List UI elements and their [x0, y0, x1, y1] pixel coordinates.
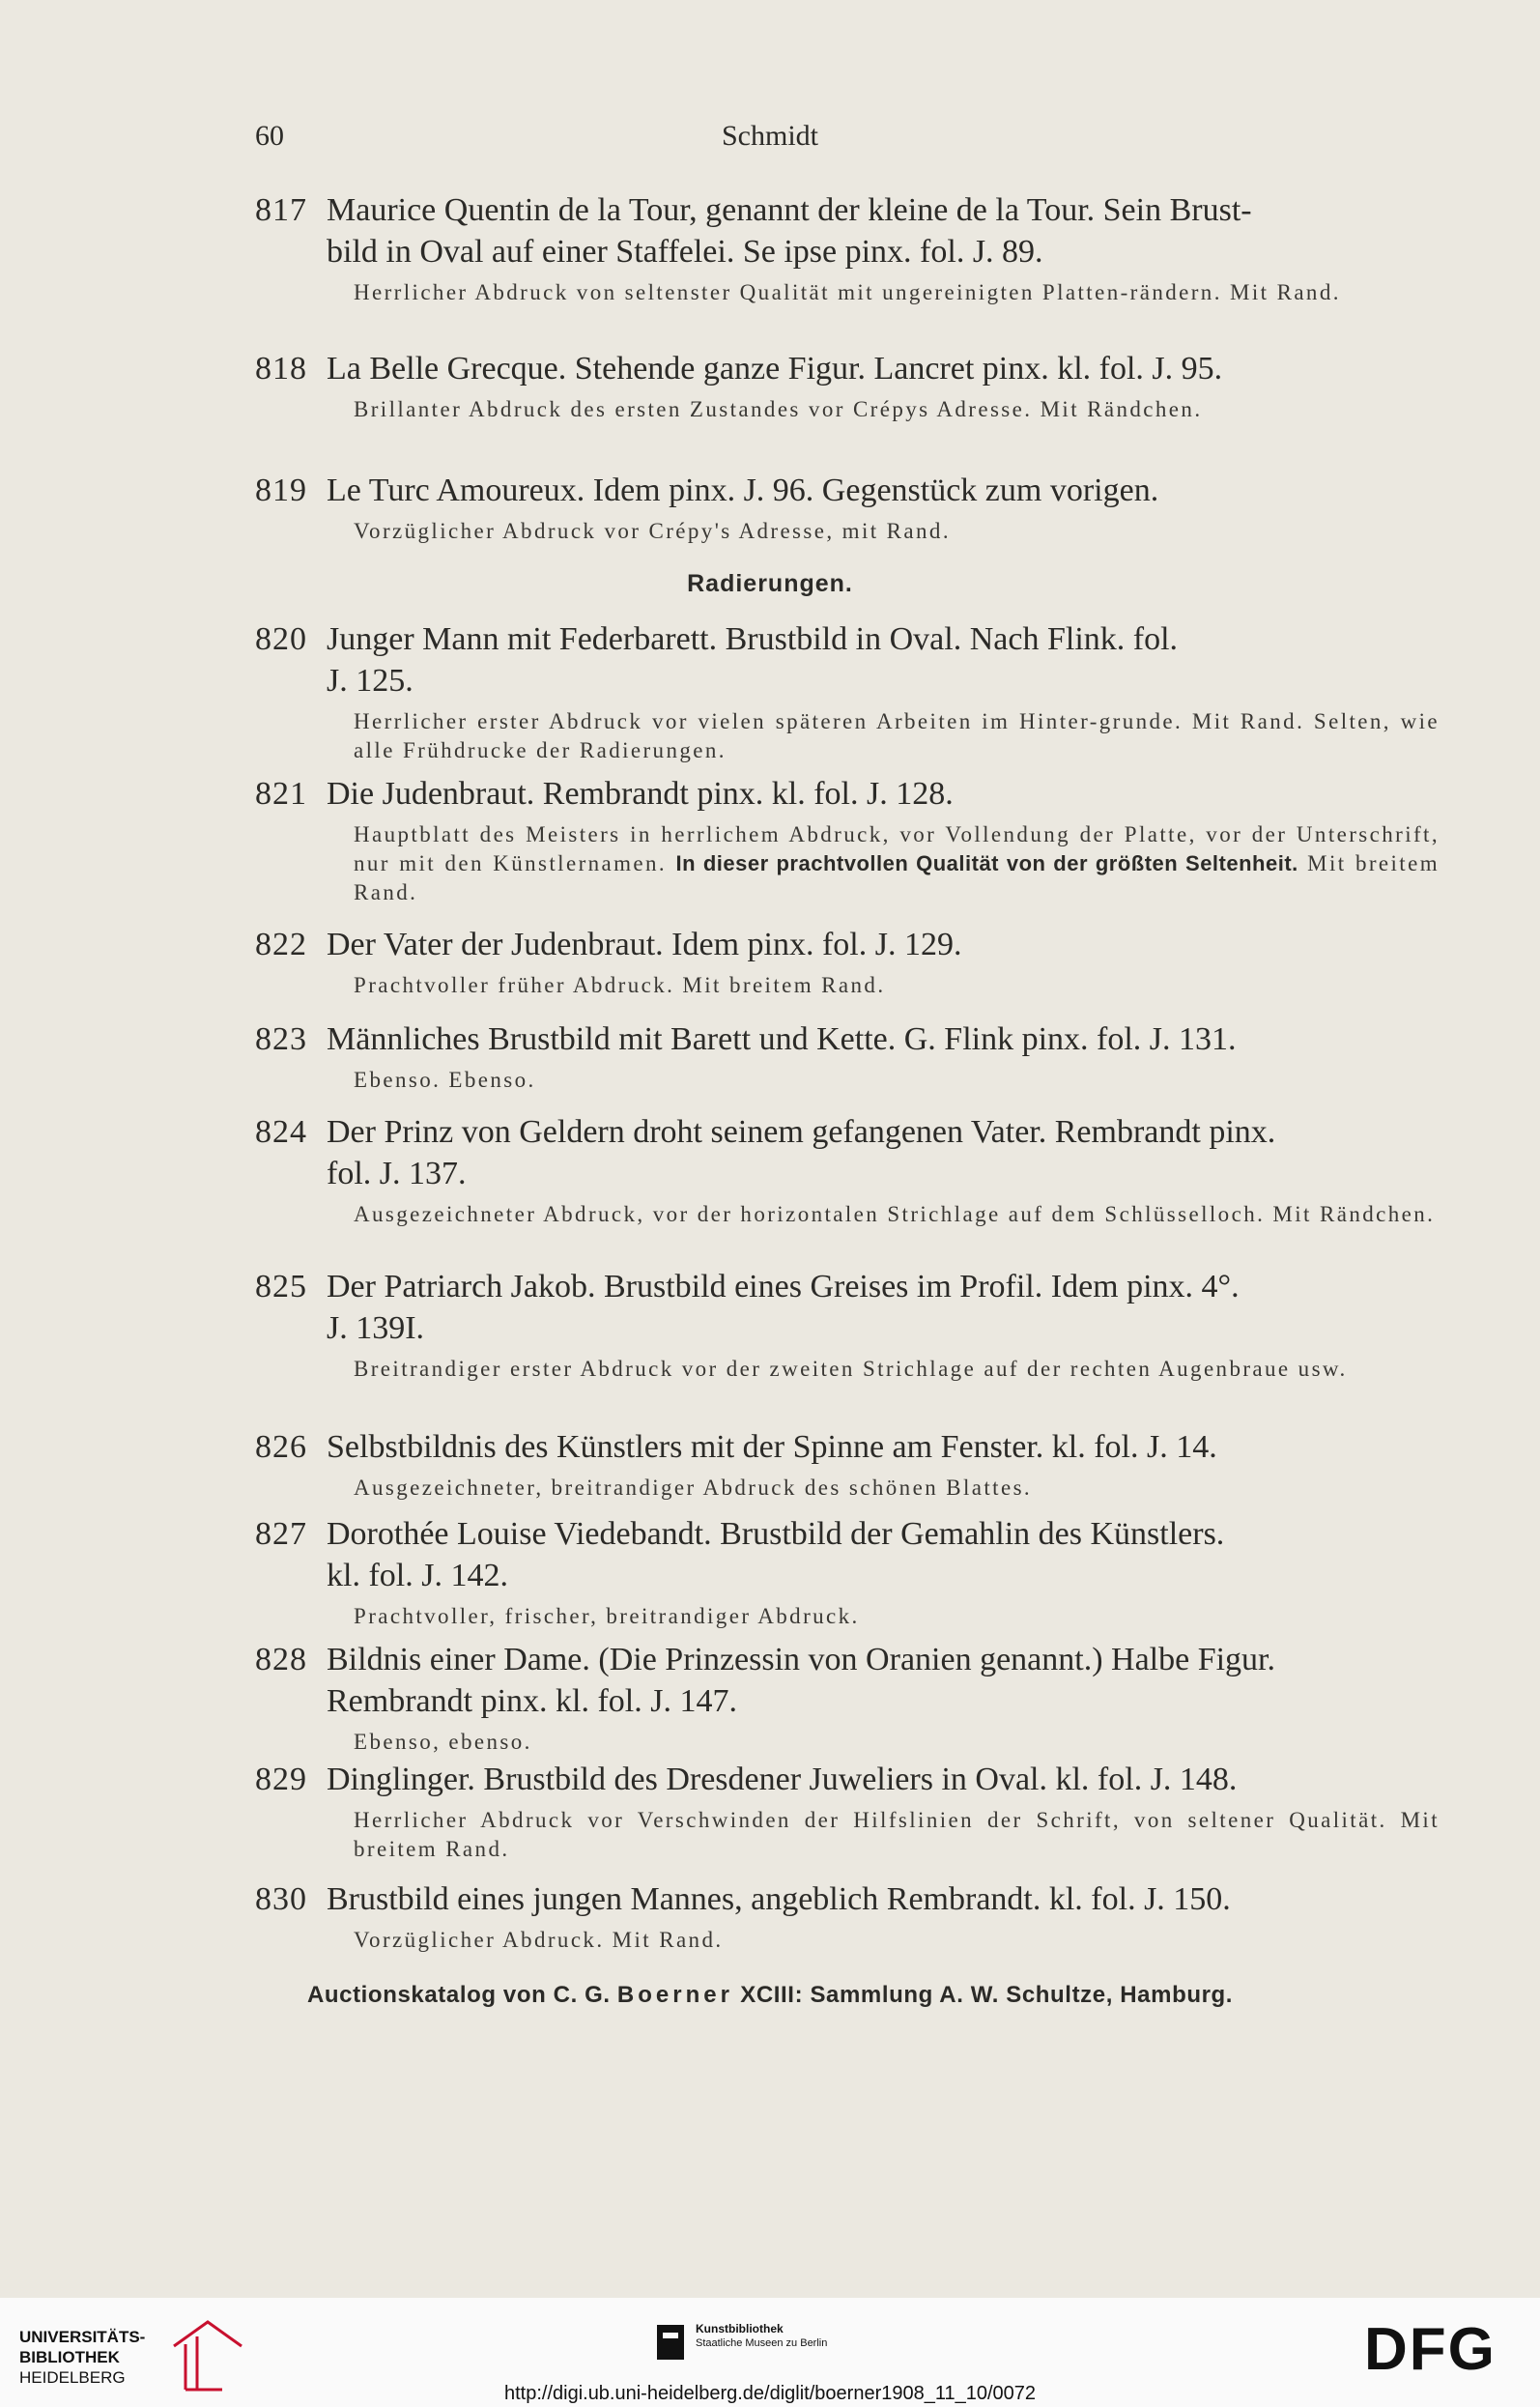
- entry-note: Prachtvoller früher Abdruck. Mit breitem Rand.: [354, 973, 886, 997]
- entry-note: Prachtvoller, frischer, breitrandiger Abdruck.: [354, 1604, 860, 1628]
- entry-note-tail: Mit breitem Rand.: [354, 851, 1440, 904]
- library-name-line2: BIBLIOTHEK: [19, 2348, 120, 2366]
- entry-title: Der Vater der Judenbraut. Idem pinx. fol. J. 129.: [327, 927, 962, 962]
- entry-note-emphasis: In dieser prachtvollen Qualität von der größten Seltenheit.: [675, 851, 1298, 875]
- catalog-entry-823: [255, 1018, 1440, 1095]
- entry-continuation: Rembrandt pinx. kl. fol. J. 147.: [327, 1683, 737, 1719]
- catalog-entry-817: [255, 189, 1440, 307]
- entry-note-text: Hauptblatt des Meisters in herrlichem Abdruck, vor Vollendung der Platte, vor der Unterschrift, nur mit den Künstlernamen.: [354, 822, 1440, 875]
- entry-continuation: bild in Oval auf einer Staffelei. Se ipse pinx. fol. J. 89.: [327, 234, 1043, 270]
- kunstbibliothek-mark-icon: [657, 2325, 684, 2360]
- entry-number: 818: [255, 351, 307, 387]
- entry-number: 824: [255, 1114, 307, 1150]
- footer-publisher: Boerner: [616, 1982, 733, 2008]
- library-bar: [0, 2298, 1540, 2407]
- entry-title: Der Prinz von Geldern droht seinem gefangenen Vater. Rembrandt pinx.: [327, 1114, 1276, 1150]
- entry-title: Dinglinger. Brustbild des Dresdener Juweliers in Oval. kl. fol. J. 148.: [327, 1762, 1238, 1797]
- catalog-entry-820: [255, 618, 1440, 765]
- entry-number: 823: [255, 1021, 307, 1057]
- footer-prefix: Auctionskatalog von C. G.: [306, 1982, 611, 2008]
- library-name-line1: UNIVERSITÄTS-: [19, 2328, 146, 2346]
- entry-note: Ausgezeichneter Abdruck, vor der horizontalen Strichlage auf dem Schlüsselloch. Mit Rändchen.: [354, 1202, 1436, 1226]
- entry-title: Dorothée Louise Viedebandt. Brustbild der Gemahlin des Künstlers.: [327, 1516, 1225, 1552]
- entry-title: La Belle Grecque. Stehende ganze Figur. Lancret pinx. kl. fol. J. 95.: [327, 351, 1223, 387]
- entry-title: Brustbild eines jungen Mannes, angeblich Rembrandt. kl. fol. J. 150.: [327, 1881, 1231, 1917]
- entry-title: Die Judenbraut. Rembrandt pinx. kl. fol. J. 128.: [327, 776, 954, 812]
- catalog-entry-829: [255, 1759, 1440, 1864]
- entry-note: Ebenso, ebenso.: [354, 1730, 532, 1754]
- catalog-entry-830: [255, 1878, 1440, 1955]
- kunstbibliothek-logo[interactable]: [657, 2317, 908, 2375]
- entry-number: 817: [255, 192, 307, 228]
- section-heading: Radierungen.: [687, 570, 853, 597]
- entry-number: 827: [255, 1516, 307, 1552]
- entry-title: Le Turc Amoureux. Idem pinx. J. 96. Gegenstück zum vorigen.: [327, 473, 1159, 508]
- entry-note: [255, 820, 1440, 907]
- kunstbibliothek-name: Kunstbibliothek: [696, 2322, 784, 2335]
- entry-note: Breitrandiger erster Abdruck vor der zweiten Strichlage auf der rechten Augenbraue usw.: [354, 1357, 1348, 1381]
- kunstbibliothek-text: [696, 2321, 827, 2351]
- entry-title: Männliches Brustbild mit Barett und Kette. G. Flink pinx. fol. J. 131.: [327, 1021, 1237, 1057]
- entry-title: Der Patriarch Jakob. Brustbild eines Greises im Profil. Idem pinx. 4°.: [327, 1269, 1240, 1304]
- catalog-entry-818: [255, 348, 1440, 424]
- heidelberg-library-name: [19, 2327, 145, 2388]
- entry-note: Brillanter Abdruck des ersten Zustandes vor Crépys Adresse. Mit Rändchen.: [354, 397, 1203, 421]
- dfg-logo[interactable]: DFG: [1364, 2316, 1497, 2383]
- page-number: 60: [255, 120, 284, 152]
- entry-note: Ebenso. Ebenso.: [354, 1068, 536, 1092]
- entry-continuation: fol. J. 137.: [327, 1156, 467, 1191]
- catalog-entry-828: [255, 1639, 1440, 1757]
- entry-number: 821: [255, 776, 307, 812]
- entry-title: Junger Mann mit Federbarett. Brustbild in Oval. Nach Flink. fol.: [327, 621, 1179, 657]
- entry-number: 819: [255, 473, 307, 508]
- entry-number: 829: [255, 1762, 307, 1797]
- permalink-url[interactable]: http://digi.ub.uni-heidelberg.de/diglit/boerner1908_11_10/0072: [503, 2383, 1037, 2404]
- entry-number: 830: [255, 1881, 307, 1917]
- entry-number: 822: [255, 927, 307, 962]
- entry-note: Herrlicher Abdruck vor Verschwinden der Hilfslinien der Schrift, von seltener Qualität. Mit breitem Rand.: [354, 1808, 1440, 1861]
- entry-note: Ausgezeichneter, breitrandiger Abdruck des schönen Blattes.: [354, 1476, 1033, 1500]
- catalog-entry-821: [255, 773, 1440, 907]
- catalog-entry-826: [255, 1426, 1440, 1503]
- entry-continuation: J. 125.: [327, 663, 414, 699]
- entry-note: Herrlicher Abdruck von seltenster Qualität mit ungereinigten Platten-rändern. Mit Rand.: [354, 280, 1341, 304]
- entry-note: Vorzüglicher Abdruck vor Crépy's Adresse, mit Rand.: [354, 519, 951, 543]
- entry-number: 825: [255, 1269, 307, 1304]
- entry-continuation: kl. fol. J. 142.: [327, 1558, 508, 1593]
- kunstbibliothek-subtitle: Staatliche Museen zu Berlin: [696, 2337, 828, 2349]
- running-head: [0, 120, 1540, 158]
- running-title: Schmidt: [721, 120, 818, 152]
- entry-note: Herrlicher erster Abdruck vor vielen späteren Arbeiten im Hinter-grunde. Mit Rand. Selten, wie alle Frühdrucke der Radierungen.: [354, 709, 1440, 762]
- catalog-entry-827: [255, 1513, 1440, 1631]
- entry-number: 828: [255, 1642, 307, 1677]
- catalog-entry-825: [255, 1266, 1440, 1384]
- catalog-footer: [0, 1982, 1540, 2009]
- entry-title: Maurice Quentin de la Tour, genannt der kleine de la Tour. Sein Brust-: [327, 192, 1252, 228]
- library-name-line3: HEIDELBERG: [19, 2368, 126, 2387]
- catalog-entry-824: [255, 1111, 1440, 1229]
- catalog-entry-819: [255, 470, 1440, 546]
- entry-note: Vorzüglicher Abdruck. Mit Rand.: [354, 1928, 724, 1952]
- entry-continuation: J. 139I.: [327, 1310, 425, 1346]
- catalog-entry-822: [255, 924, 1440, 1000]
- entry-title: Bildnis einer Dame. (Die Prinzessin von Oranien genannt.) Halbe Figur.: [327, 1642, 1275, 1677]
- entry-title: Selbstbildnis des Künstlers mit der Spinne am Fenster. kl. fol. J. 14.: [327, 1429, 1217, 1465]
- footer-suffix: XCIII: Sammlung A. W. Schultze, Hamburg.: [740, 1982, 1234, 2008]
- entry-number: 820: [255, 621, 307, 657]
- entry-number: 826: [255, 1429, 307, 1465]
